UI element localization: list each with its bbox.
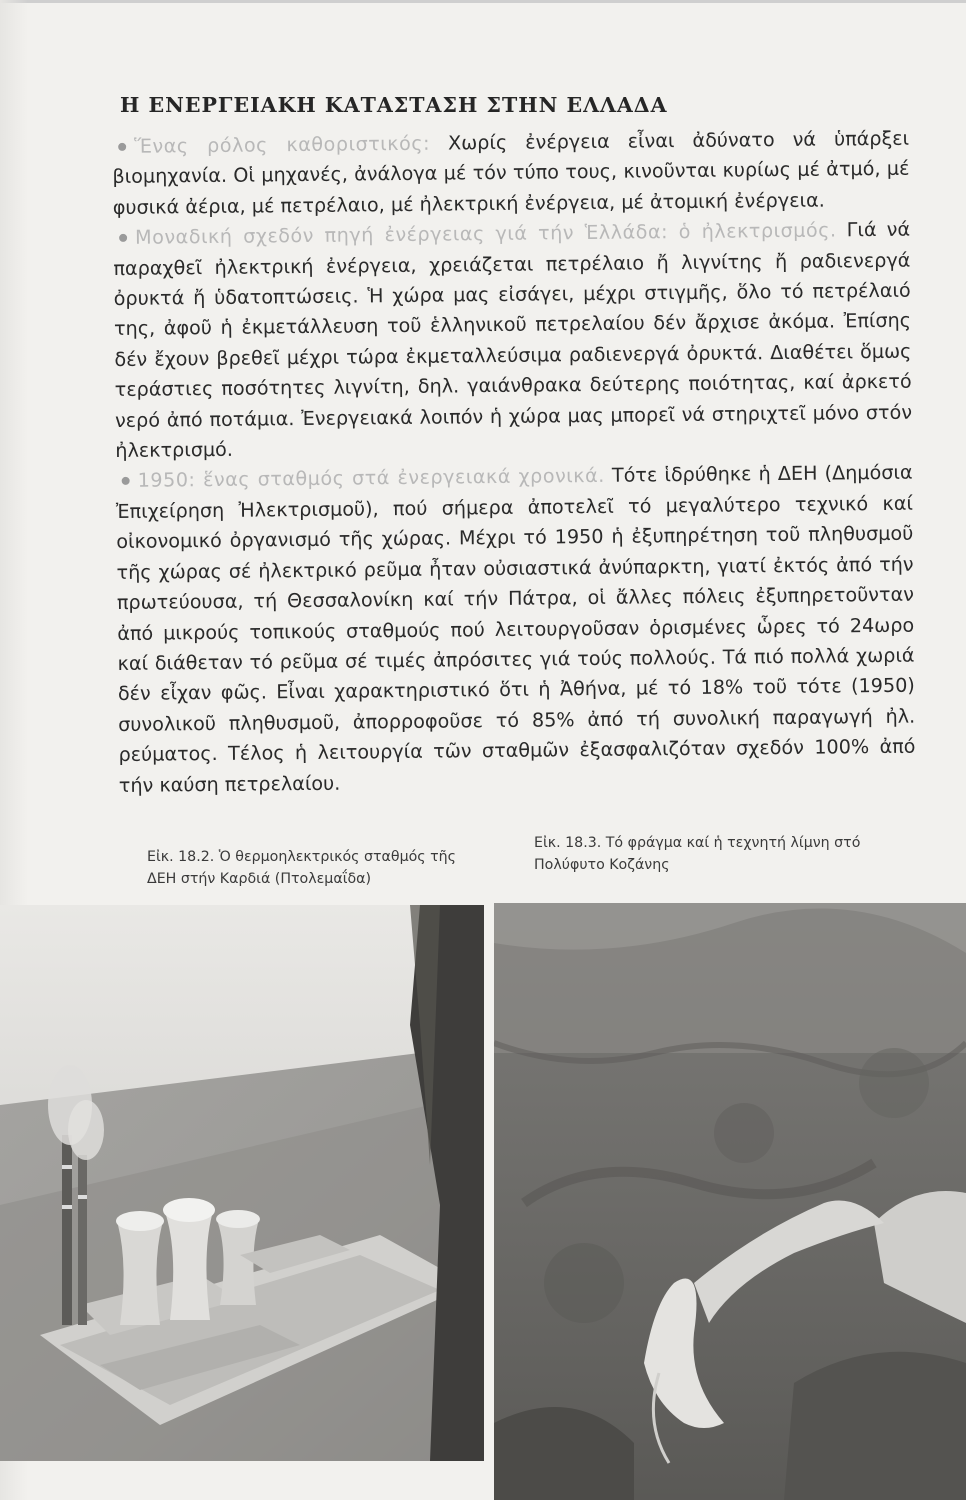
body-text bbox=[112, 124, 916, 801]
section-1950 bbox=[116, 458, 916, 801]
caption-figure-18-3: Εἰκ. 18.3. Τό φράγμα καί ἡ τεχνητή λίμνη στό Πολύφυτο Κοζάνης bbox=[534, 835, 861, 873]
page-title: Η ΕΝΕΡΓΕΙΑΚΗ ΚΑΤΑΣΤΑΣΗ ΣΤΗΝ ΕΛΛΑΔΑ bbox=[120, 93, 668, 117]
section-heading: Ἕνας ρόλος καθοριστικός: bbox=[134, 131, 431, 158]
photo-power-station bbox=[0, 905, 484, 1461]
figure-captions bbox=[0, 830, 966, 890]
section-text: Γιά νά παραχθεῖ ἠλεκτρική ἐνέργεια, χρειάζεται πετρέλαιο ἤ λιγνίτης ἤ ραδιενεργά ὀρυκτά ἤ ὑδατοπτώσεις. Ἡ χώρα μας εἰσάγει, μέχρι στιγμῆς, ὅλο τό πετρέλαιό της, ἀφοῦ ἡ ἐκμετάλλευση τοῦ ἑλληνικοῦ πετρελαίου δέν ἄρχισε ἀκόμα. Ἐπίσης δέν ἔχουν βρεθεῖ μέχρι τώρα ἐκμεταλλεύσιμα ραδιενεργά ὀρυκτά. Διαθέτει ὅμως τεράστιες ποσότητες λιγνίτη, δηλ. γαιάνθρακα δεύτερης ποιότητας, καί ἀρκετό νερό ἀπό ποτάμια. Ἐνεργειακά λοιπόν ἡ χώρα μας μπορεῖ νά στηριχτεῖ μόνο στόν ἠλεκτρισμό. bbox=[113, 217, 913, 463]
photo-dam-lake bbox=[494, 903, 966, 1500]
section-text: Χωρίς ἐνέργεια εἶναι ἀδύνατο νά ὑπάρξει βιομηχανία. Οἱ μηχανές, ἀνάλογα μέ τόν τύπο τους, κινοῦνται κυρίως μέ ἀτμό, μέ φυσικά ἀέρια, μέ πετρέλαιο, μέ ἠλεκτρική ἐνέργεια, μέ ἀτομική ἐνέργεια. bbox=[112, 126, 910, 219]
section-role bbox=[112, 124, 910, 224]
caption-figure-18-2: Εἰκ. 18.2. Ὁ θερμοηλεκτρικός σταθμός τῆς ΔΕΗ στήν Καρδιά (Πτολεμαΐδα) bbox=[147, 849, 456, 887]
section-heading: Μοναδική σχεδόν πηγή ἐνέργειας γιά τήν Ἑλλάδα: ὁ ἠλεκτρισμός. bbox=[134, 218, 837, 249]
page-top-edge bbox=[0, 0, 966, 3]
section-electricity bbox=[113, 215, 913, 467]
section-text: Τότε ἱδρύθηκε ἡ ΔΕΗ (Δημόσια Ἐπιχείρηση Ἠλεκτρισμοῦ), πού σήμερα ἀποτελεῖ τό μεγαλύτερο τεχνικό καί οἰκονομικό ὀργανισμό τῆς χώρας. Μέχρι τό 1950 ἡ ἐξυπηρέτηση τοῦ πληθυσμοῦ τῆς χώρας σέ ἠλεκτρικό ρεῦμα ἦταν οὐσιαστικά ἀνύπαρκτη, γιατί ἐκτός ἀπό τήν πρωτεύουσα, τή Θεσσαλονίκη καί τήν Πάτρα, οἱ ἄλλες πόλεις ἐξυπηρετοῦνταν ἀπό μικρούς τοπικούς σταθμούς πού λειτουργοῦσαν ὁρισμένες ὧρες τό 24ωρο καί διάθεταν τό ρεῦμα σέ τιμές ἀπρόσιτες γιά τούς πολλούς. Τά πιό πολλά χωριά δέν εἶχαν φῶς. Εἶναι χαρακτηριστικό ὅτι ἡ Ἀθήνα, μέ τό 18% τοῦ τότε (1950) συνολικοῦ πληθυσμοῦ, ἀπορροφοῦσε τό 85% ἀπό τή συνολική παραγωγή ἠλ. ρεύματος. Τέλος ἡ λειτουργία τῶν σταθμῶν ἐξασφαλιζόταν σχεδόν 100% ἀπό τήν καύση πετρελαίου. bbox=[115, 461, 916, 797]
bullet-icon bbox=[118, 142, 126, 150]
bullet-icon bbox=[119, 234, 127, 242]
bullet-icon bbox=[122, 477, 130, 485]
section-heading: 1950: ἕνας σταθμός στά ἐνεργειακά χρονικά. bbox=[137, 464, 605, 493]
